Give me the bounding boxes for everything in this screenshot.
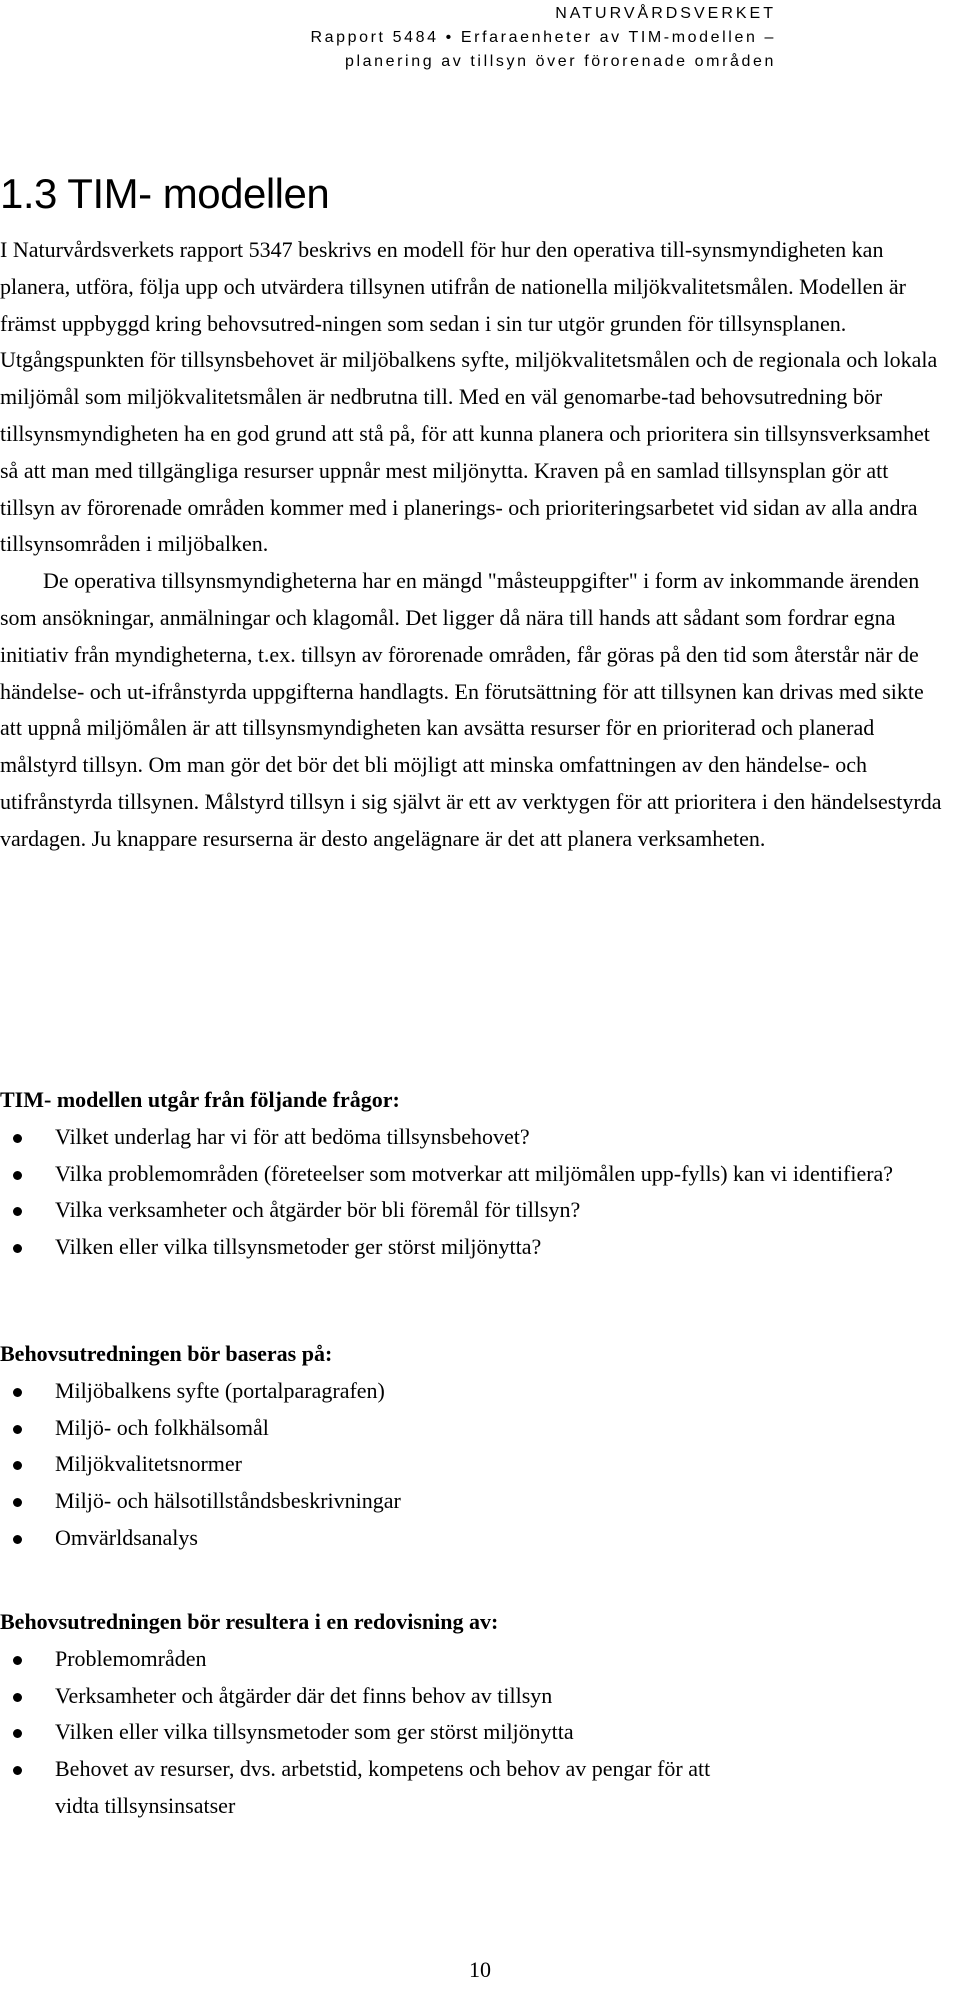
- running-header: [310, 2, 776, 74]
- bullet-icon: [13, 1461, 22, 1470]
- bullet-icon: [13, 1425, 22, 1434]
- list-item: Vilken eller vilka tillsynsmetoder som ger störst miljönytta: [0, 1714, 945, 1751]
- basis-section: [0, 1336, 945, 1557]
- paragraph-2: De operativa tillsynsmyndigheterna har en mängd "måsteuppgifter" i form av inkommande ärenden som ansökningar, anmälningar och klagomål. Det ligger då nära till hands att sådant som fordrar egna initiativ från myndigheterna, t.ex. tillsyn av förorenade områden, får göras på den tid som återstår när de händelse- och ut-ifrånstyrda uppgifterna handlagts. En förutsättning för att tillsynen kan drivas med sikte att uppnå miljömålen är att tillsynsmyndigheten kan avsätta resurser för en prioriterad och planerad målstyrd tillsyn. Om man gör det bör det bli möjligt att minska omfattningen av den händelse- och utifrånstyrda tillsynen. Målstyrd tillsyn i sig självt är ett av verktygen för att prioritera i den händelsestyrda vardagen. Ju knappare resurserna är desto angelägnare är det att planera verksamheten.: [0, 568, 942, 851]
- bullet-icon: [13, 1498, 22, 1507]
- basis-list: [0, 1373, 945, 1557]
- section-title: 1.3 TIM- modellen: [0, 170, 330, 217]
- questions-list: [0, 1119, 945, 1266]
- bullet-icon: [13, 1134, 22, 1143]
- header-report-line-2: planering av tillsyn över förorenade områden: [344, 53, 776, 70]
- bullet-icon: [13, 1766, 22, 1775]
- header-report-line-1: Rapport 5484 • Erfaraenheter av TIM-modellen –: [310, 29, 776, 46]
- list-item: Omvärldsanalys: [0, 1520, 945, 1557]
- bullet-icon: [13, 1729, 22, 1738]
- bullet-icon: [13, 1656, 22, 1665]
- results-list: [0, 1641, 945, 1825]
- list-item: Problemområden: [0, 1641, 945, 1678]
- list-item: Verksamheter och åtgärder där det finns behov av tillsyn: [0, 1678, 945, 1715]
- basis-heading: Behovsutredningen bör baseras på:: [0, 1341, 333, 1366]
- questions-section: [0, 1082, 945, 1266]
- list-item: Vilket underlag har vi för att bedöma tillsynsbehovet?: [0, 1119, 945, 1156]
- list-item: Vilka verksamheter och åtgärder bör bli föremål för tillsyn?: [0, 1192, 945, 1229]
- header-organization: NATURVÅRDSVERKET: [555, 5, 776, 22]
- bullet-icon: [13, 1388, 22, 1397]
- list-item: Vilken eller vilka tillsynsmetoder ger störst miljönytta?: [0, 1229, 945, 1266]
- page-number: 10: [469, 1957, 491, 1982]
- questions-heading: TIM- modellen utgår från följande frågor:: [0, 1087, 400, 1112]
- list-item: Behovet av resurser, dvs. arbetstid, kompetens och behov av pengar för att vidta tillsynsinsatser: [0, 1751, 945, 1825]
- bullet-icon: [13, 1693, 22, 1702]
- list-item: Miljöbalkens syfte (portalparagrafen): [0, 1373, 945, 1410]
- bullet-icon: [13, 1535, 22, 1544]
- bullet-icon: [13, 1244, 22, 1253]
- list-item: Miljökvalitetsnormer: [0, 1446, 945, 1483]
- bullet-icon: [13, 1207, 22, 1216]
- list-item: Miljö- och hälsotillståndsbeskrivningar: [0, 1483, 945, 1520]
- bullet-icon: [13, 1171, 22, 1180]
- results-heading: Behovsutredningen bör resultera i en redovisning av:: [0, 1609, 499, 1634]
- list-item: Vilka problemområden (företeelser som motverkar att miljömålen upp-fylls) kan vi identifiera?: [0, 1156, 945, 1193]
- paragraph-1: I Naturvårdsverkets rapport 5347 beskrivs en modell för hur den operativa till-synsmyndigheten kan planera, utföra, följa upp och utvärdera tillsynen utifrån de nationella miljökvalitetsmålen. Modellen är främst uppbyggd kring behovsutred-ningen som sedan i sin tur utgör grunden för tillsynsplanen. Utgångspunkten för tillsynsbehovet är miljöbalkens syfte, miljökvalitetsmålen och de regionala och lokala miljömål som miljökvalitetsmålen är nedbrutna till. Med en väl genomarbe-tad behovsutredning bör tillsynsmyndigheten ha en god grund att stå på, för att kunna planera och prioritera sin tillsynsverksamhet så att man med tillgängliga resurser uppnår mest miljönytta. Kraven på en samlad tillsynsplan gör att tillsyn av förorenade områden kommer med i planerings- och prioriteringsarbetet vid sidan av alla andra tillsynsområden i miljöbalken.: [0, 237, 938, 557]
- results-section: [0, 1604, 945, 1825]
- list-item: Miljö- och folkhälsomål: [0, 1410, 945, 1447]
- body-text: [0, 232, 945, 858]
